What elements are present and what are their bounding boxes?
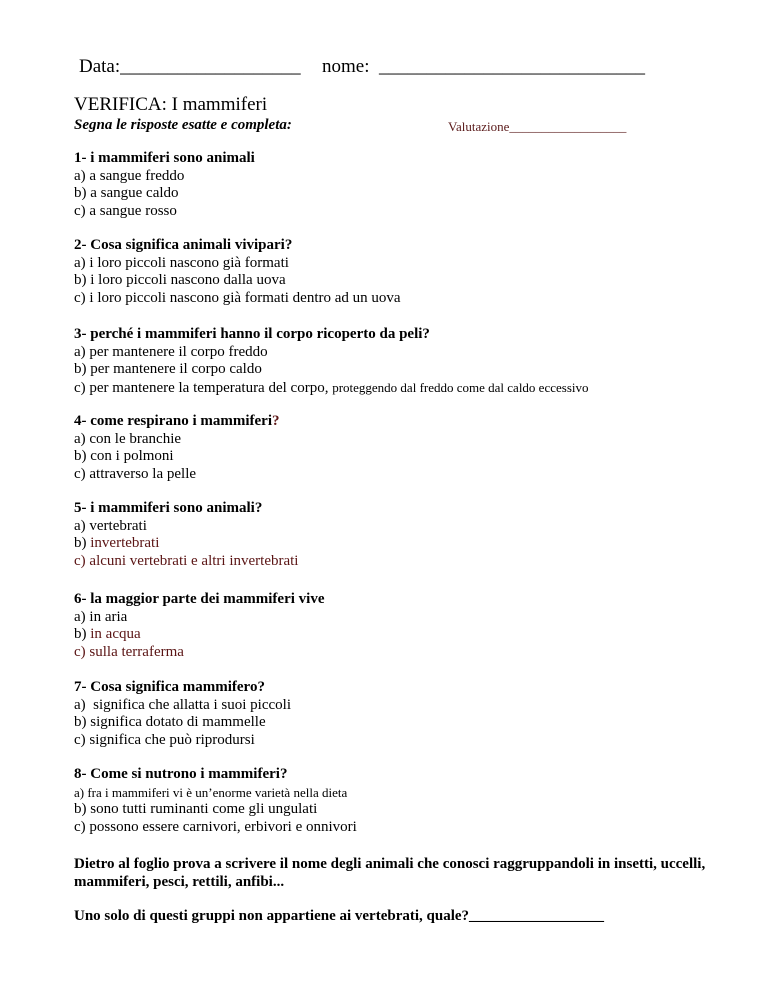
question-text-main: 4- come respirano i mammiferi [74,413,272,429]
answer-option[interactable] [74,644,325,662]
answer-option[interactable]: a) significa che allatta i suoi piccoli [74,696,292,713]
answer-option-text: invertebrati [90,535,160,551]
answer-option[interactable]: a) i loro piccoli nascono già formati [74,254,289,271]
answer-option-text: alcuni vertebrati e altri invertebrati [89,552,299,569]
instructions: Segna le risposte esatte e completa: [74,117,292,133]
answer-option[interactable]: c) a sangue rosso [74,202,177,219]
answer-option-note: proteggendo dal freddo come dal caldo eccessivo [332,379,589,395]
answer-option[interactable]: b) sono tutti ruminanti come gli ungulati [74,801,318,817]
name-field-label[interactable]: nome: ____________________________ [322,56,645,77]
answer-option-prefix: c) [74,643,90,660]
answer-option-prefix: c) [74,552,90,569]
answer-option[interactable]: c) attraverso la pelle [74,465,197,482]
answer-option[interactable] [74,553,298,571]
answer-option[interactable] [74,379,589,398]
question-8 [74,766,357,836]
question-text: 2- Cosa significa animali vivipari? [74,237,293,253]
answer-option[interactable]: b) a sangue caldo [74,185,179,201]
question-text: 6- la maggior parte dei mammiferi vive [74,591,325,607]
answer-option-prefix: b) [74,535,91,551]
answer-option[interactable]: b) per mantenere il corpo caldo [74,361,262,377]
vertebrate-question[interactable]: Uno solo di questi gruppi non appartiene ai vertebrati, quale?__________________ [74,908,605,924]
answer-option[interactable]: b) i loro piccoli nascono dalla uova [74,272,286,288]
answer-option[interactable] [74,626,325,644]
answer-option[interactable]: c) significa che può riprodursi [74,731,255,748]
valutazione-field[interactable]: Valutazione__________________ [448,119,627,134]
question-2 [74,237,401,307]
answer-option-text: in acqua [90,626,141,642]
question-text: 7- Cosa significa mammifero? [74,679,265,695]
answer-option-text: c) per mantenere la temperatura del corpo, [74,379,333,396]
answer-option[interactable]: a) in aria [74,608,128,625]
question-mark: ? [272,413,280,429]
question-1 [74,150,255,220]
instruction-back-of-sheet: Dietro al foglio prova a scrivere il nome degli animali che conosci raggruppandoli in insetti, uccelli, mammiferi, pesci, rettili, anfibi... [74,856,706,890]
answer-option[interactable]: a) con le branchie [74,430,182,447]
answer-option-text: sulla terraferma [89,643,184,660]
answer-option[interactable]: b) significa dotato di mammelle [74,714,266,730]
date-field-label[interactable]: Data:___________________ [79,56,301,77]
question-6 [74,591,325,661]
answer-option[interactable]: b) con i polmoni [74,448,174,464]
answer-option[interactable]: a) fra i mammiferi vi è un’enorme varietà nella dieta [74,784,348,800]
answer-option[interactable]: c) possono essere carnivori, erbivori e onnivori [74,818,357,835]
question-3 [74,326,589,397]
question-text: 5- i mammiferi sono animali? [74,500,263,516]
question-text: 3- perché i mammiferi hanno il corpo ricoperto da peli? [74,326,430,342]
question-4 [74,413,280,483]
answer-option-prefix: b) [74,626,91,642]
answer-option[interactable]: a) vertebrati [74,517,147,534]
question-text: 1- i mammiferi sono animali [74,150,255,166]
page-title: VERIFICA: I mammiferi [74,94,268,115]
answer-option[interactable]: a) a sangue freddo [74,167,185,184]
question-7 [74,679,291,749]
question-text: 8- Come si nutrono i mammiferi? [74,766,288,782]
question-5 [74,500,298,570]
question-text [74,413,280,431]
answer-option[interactable]: a) per mantenere il corpo freddo [74,343,268,360]
answer-option[interactable] [74,535,298,553]
answer-option[interactable]: c) i loro piccoli nascono già formati dentro ad un uova [74,289,401,306]
